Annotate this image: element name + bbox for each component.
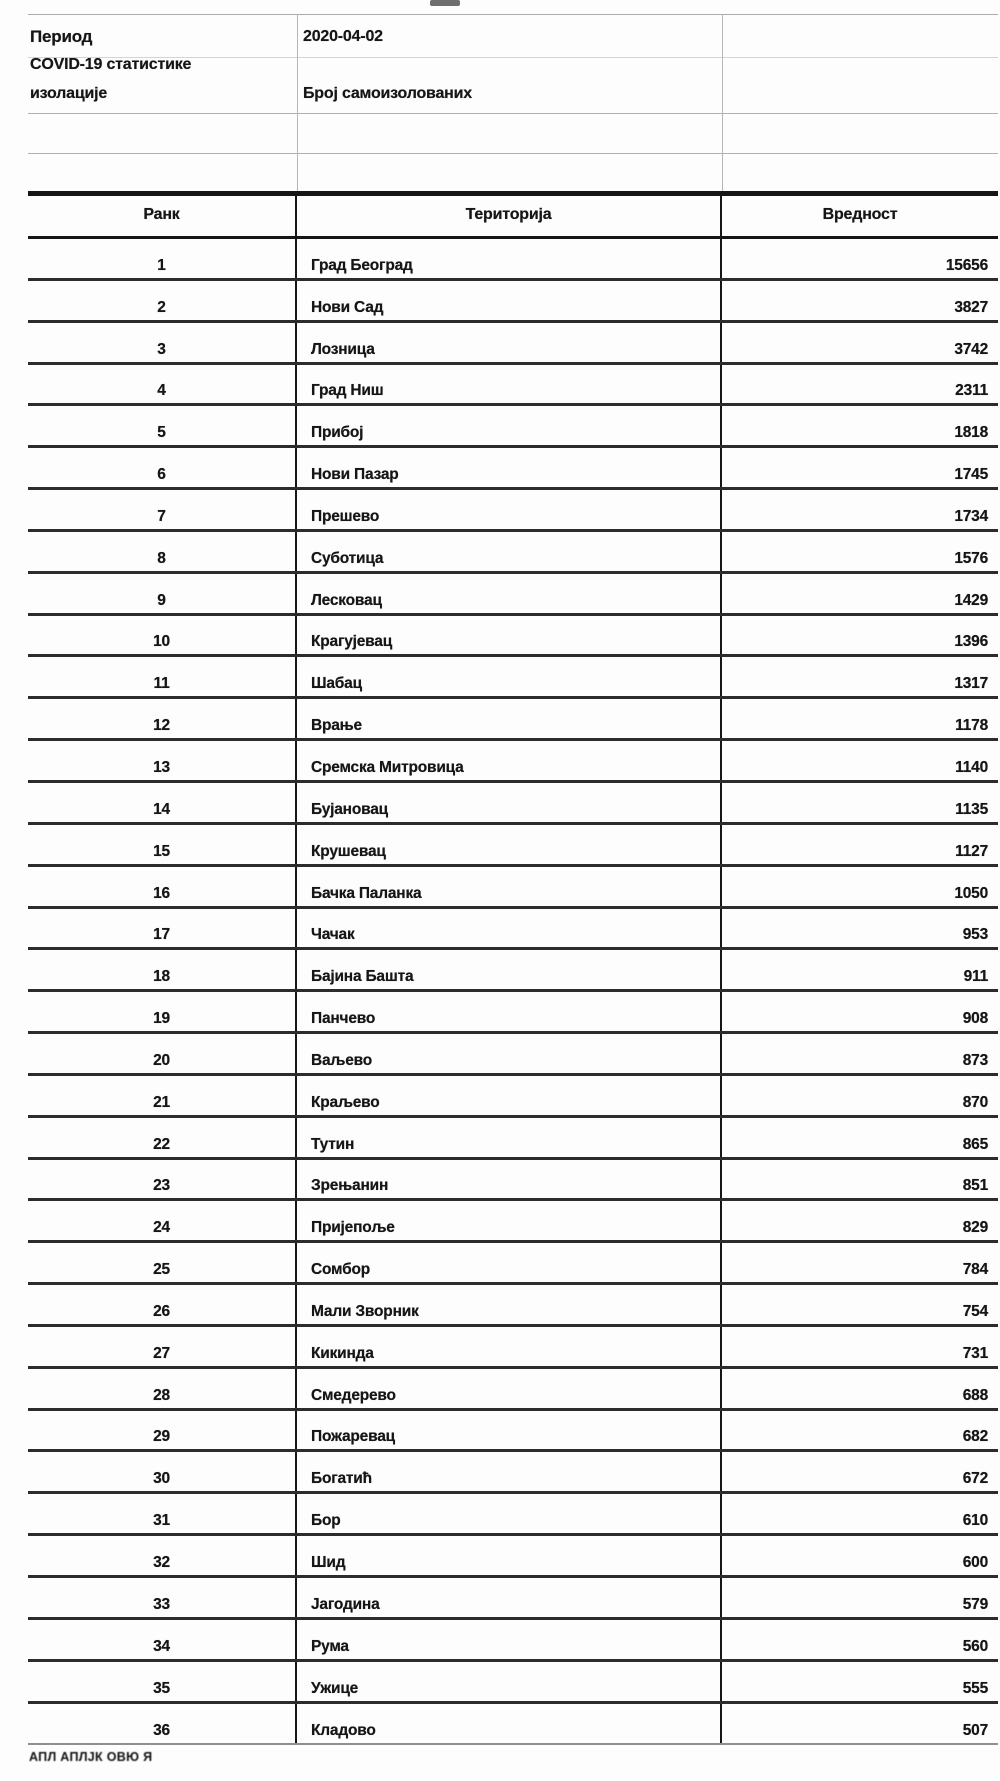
gridline — [28, 14, 998, 15]
table-row — [28, 1118, 998, 1160]
value-cell: 672 — [962, 1470, 988, 1488]
territory-cell: Лозница — [297, 323, 722, 362]
rank-cell: 24 — [28, 1201, 297, 1240]
value-cell: 1745 — [954, 466, 988, 484]
table-row — [28, 406, 998, 448]
table-row — [28, 909, 998, 951]
value-cell: 1140 — [955, 758, 988, 776]
table-row — [28, 1704, 998, 1746]
territory-cell: Богатић — [297, 1452, 722, 1491]
value-cell: 1317 — [954, 675, 988, 693]
rank-cell: 6 — [28, 448, 297, 487]
rank-cell: 31 — [28, 1494, 297, 1533]
rank-cell: 8 — [28, 532, 297, 571]
category-label-line1: COVID-19 статистике — [30, 56, 192, 73]
table-row — [28, 699, 998, 741]
rank-cell: 22 — [28, 1118, 297, 1157]
value-cell: 754 — [962, 1302, 988, 1320]
rank-cell: 27 — [28, 1327, 297, 1366]
table-row — [28, 616, 998, 658]
rank-cell: 33 — [28, 1578, 297, 1617]
territory-cell: Шид — [297, 1536, 722, 1575]
territory-cell: Крагујевац — [297, 616, 722, 655]
rank-cell: 11 — [28, 657, 297, 696]
rank-cell: 36 — [28, 1704, 297, 1744]
rank-cell: 5 — [28, 406, 297, 445]
territory-cell: Тутин — [297, 1118, 722, 1157]
column-header-territory: Територија — [297, 196, 722, 236]
value-cell: 555 — [962, 1679, 988, 1697]
table-row — [28, 365, 998, 407]
territory-cell: Рума — [297, 1620, 722, 1659]
gridline — [297, 14, 298, 191]
table-row — [28, 281, 998, 323]
territory-cell: Крушевац — [297, 825, 722, 864]
value-cell: 1050 — [954, 884, 988, 902]
rank-cell: 28 — [28, 1369, 297, 1408]
territory-cell: Лесковац — [297, 574, 722, 613]
rank-cell: 15 — [28, 825, 297, 864]
table-row — [28, 783, 998, 825]
value-cell: 829 — [962, 1219, 988, 1237]
territory-cell: Град Београд — [297, 239, 722, 278]
value-cell: 15656 — [945, 256, 988, 274]
rank-cell: 23 — [28, 1160, 297, 1199]
territory-cell: Панчево — [297, 992, 722, 1031]
territory-cell: Шабац — [297, 657, 722, 696]
value-cell: 953 — [962, 926, 988, 944]
rank-cell: 7 — [28, 490, 297, 529]
value-cell: 682 — [962, 1428, 988, 1446]
column-header-rank: Ранк — [28, 196, 297, 236]
rank-cell: 29 — [28, 1411, 297, 1450]
table-row — [28, 239, 998, 281]
territory-cell: Суботица — [297, 532, 722, 571]
table-row — [28, 1452, 998, 1494]
rank-cell: 19 — [28, 992, 297, 1031]
territory-cell: Пријепоље — [297, 1201, 722, 1240]
table-row — [28, 1411, 998, 1453]
territory-cell: Зрењанин — [297, 1160, 722, 1199]
territory-cell: Нови Сад — [297, 281, 722, 320]
artifact-mark — [430, 0, 460, 6]
territory-cell: Краљево — [297, 1076, 722, 1115]
period-label: Период — [30, 27, 93, 46]
gridline — [722, 14, 723, 191]
rank-cell: 18 — [28, 950, 297, 989]
territory-cell: Бајина Башта — [297, 950, 722, 989]
territory-cell: Сомбор — [297, 1243, 722, 1282]
rank-cell: 3 — [28, 323, 297, 362]
table-row — [28, 1160, 998, 1202]
value-cell: 507 — [962, 1722, 988, 1740]
territory-cell: Бујановац — [297, 783, 722, 822]
value-cell: 579 — [962, 1595, 988, 1613]
value-cell: 908 — [962, 1010, 988, 1028]
territory-cell: Ужице — [297, 1662, 722, 1701]
value-cell: 1127 — [955, 842, 988, 860]
table-row — [28, 448, 998, 490]
metric-label: Број самоизолованих — [303, 85, 472, 102]
territory-cell: Ваљево — [297, 1034, 722, 1073]
table-row — [28, 657, 998, 699]
table-row — [28, 992, 998, 1034]
territory-cell: Прибој — [297, 406, 722, 445]
table-row — [28, 1620, 998, 1662]
rank-cell: 1 — [28, 239, 297, 278]
table-row — [28, 1369, 998, 1411]
value-cell: 911 — [963, 968, 988, 986]
data-table — [28, 191, 998, 1745]
table-row — [28, 1494, 998, 1536]
table-row — [28, 1076, 998, 1118]
rank-cell: 16 — [28, 867, 297, 906]
category-label-line2: изолације — [30, 85, 108, 102]
table-row — [28, 825, 998, 867]
table-row — [28, 1243, 998, 1285]
rank-cell: 25 — [28, 1243, 297, 1282]
rank-cell: 17 — [28, 909, 297, 948]
territory-cell: Врање — [297, 699, 722, 738]
period-value: 2020-04-02 — [303, 28, 383, 45]
rank-cell: 35 — [28, 1662, 297, 1701]
rank-cell: 12 — [28, 699, 297, 738]
territory-cell: Нови Пазар — [297, 448, 722, 487]
rank-cell: 26 — [28, 1285, 297, 1324]
value-cell: 560 — [962, 1637, 988, 1655]
table-row — [28, 574, 998, 616]
value-cell: 1576 — [954, 549, 988, 567]
rank-cell: 20 — [28, 1034, 297, 1073]
rank-cell: 2 — [28, 281, 297, 320]
table-row — [28, 1578, 998, 1620]
table-row — [28, 867, 998, 909]
rank-cell: 34 — [28, 1620, 297, 1659]
rank-cell: 4 — [28, 365, 297, 404]
rank-cell: 30 — [28, 1452, 297, 1491]
value-cell: 731 — [962, 1344, 988, 1362]
territory-cell: Мали Зворник — [297, 1285, 722, 1324]
territory-cell: Јагодина — [297, 1578, 722, 1617]
territory-cell: Бор — [297, 1494, 722, 1533]
territory-cell: Град Ниш — [297, 365, 722, 404]
table-row — [28, 532, 998, 574]
table-row — [28, 950, 998, 992]
table-row — [28, 1536, 998, 1578]
table-body — [28, 239, 998, 1745]
table-row — [28, 741, 998, 783]
value-cell: 873 — [962, 1051, 988, 1069]
value-cell: 610 — [962, 1512, 988, 1530]
table-row — [28, 1662, 998, 1704]
value-cell: 1396 — [954, 633, 988, 651]
value-cell: 851 — [962, 1177, 988, 1195]
value-cell: 870 — [962, 1093, 988, 1111]
territory-cell: Прешево — [297, 490, 722, 529]
table-row — [28, 1327, 998, 1369]
territory-cell: Пожаревац — [297, 1411, 722, 1450]
value-cell: 1178 — [955, 717, 988, 735]
table-header-row — [28, 196, 998, 239]
column-header-value: Вредност — [822, 206, 898, 223]
value-cell: 688 — [962, 1386, 988, 1404]
value-cell: 1734 — [954, 507, 988, 525]
rank-cell: 32 — [28, 1536, 297, 1575]
table-row — [28, 1201, 998, 1243]
rank-cell: 10 — [28, 616, 297, 655]
territory-cell: Сремска Митровица — [297, 741, 722, 780]
gridline — [28, 153, 998, 154]
gridline — [28, 113, 998, 114]
table-row — [28, 1285, 998, 1327]
value-cell: 1818 — [954, 424, 988, 442]
territory-cell: Бачка Паланка — [297, 867, 722, 906]
table-row — [28, 323, 998, 365]
territory-cell: Кладово — [297, 1704, 722, 1744]
rank-cell: 9 — [28, 574, 297, 613]
territory-cell: Кикинда — [297, 1327, 722, 1366]
rank-cell: 14 — [28, 783, 297, 822]
value-cell: 600 — [962, 1554, 988, 1571]
value-cell: 2311 — [955, 382, 988, 400]
value-cell: 865 — [962, 1135, 988, 1153]
value-cell: 3742 — [954, 340, 988, 358]
value-cell: 784 — [962, 1261, 988, 1279]
value-cell: 1135 — [955, 800, 988, 818]
table-row — [28, 490, 998, 532]
value-cell: 1429 — [954, 591, 988, 609]
value-cell: 3827 — [954, 298, 988, 316]
table-row — [28, 1034, 998, 1076]
footer-watermark: АПЛ АПЛЈК ОВЮ Я — [29, 1750, 153, 1764]
territory-cell: Смедерево — [297, 1369, 722, 1408]
rank-cell: 13 — [28, 741, 297, 780]
rank-cell: 21 — [28, 1076, 297, 1115]
territory-cell: Чачак — [297, 909, 722, 948]
